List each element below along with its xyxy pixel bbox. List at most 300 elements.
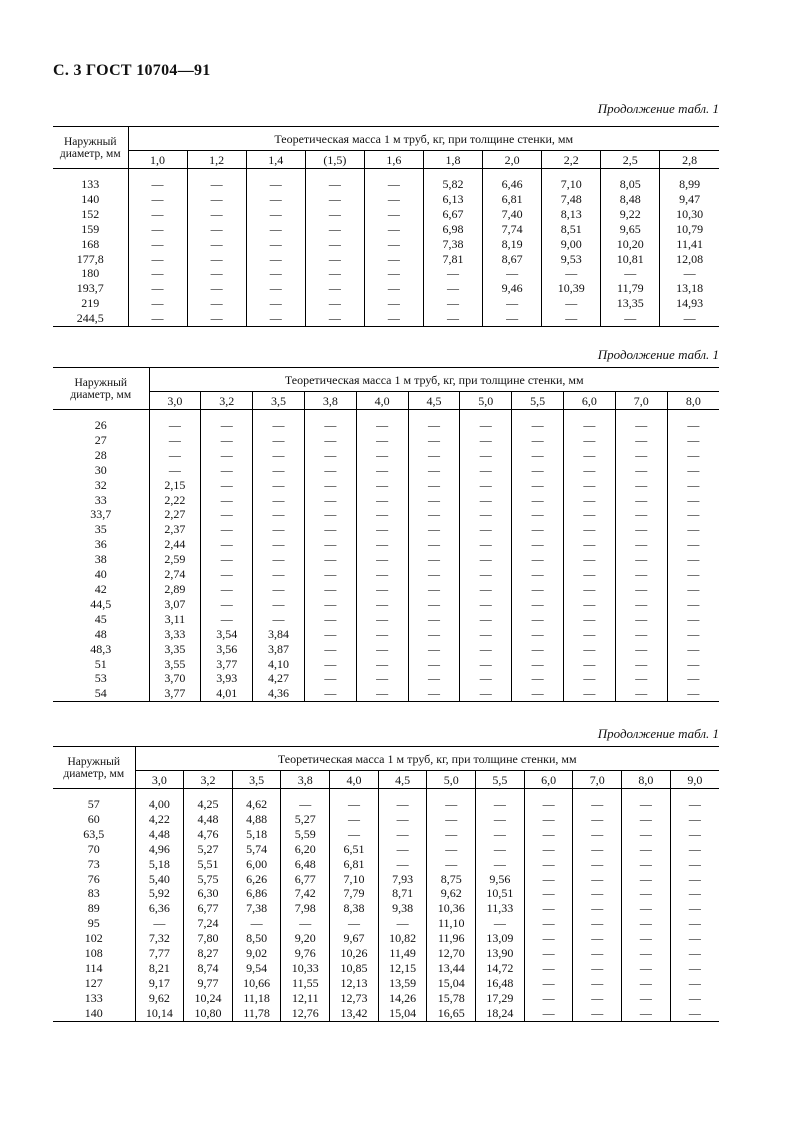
continuation-label-2: Продолжение табл. 1 bbox=[597, 347, 719, 362]
mass-cell: — bbox=[512, 478, 564, 493]
mass-cell: 9,62 bbox=[427, 886, 476, 901]
mass-cell: 9,56 bbox=[476, 872, 525, 887]
mass-cell: 10,80 bbox=[184, 1006, 233, 1021]
mass-cell: 9,02 bbox=[232, 946, 281, 961]
mass-cell: — bbox=[423, 311, 482, 326]
mass-cell: 10,26 bbox=[330, 946, 379, 961]
continuation-label-3: Продолжение табл. 1 bbox=[597, 726, 719, 741]
mass-cell: 5,27 bbox=[281, 812, 330, 827]
mass-cell: — bbox=[128, 266, 187, 281]
mass-cell: 2,22 bbox=[149, 493, 201, 508]
mass-cell: — bbox=[615, 627, 667, 642]
mass-cell: — bbox=[573, 901, 622, 916]
mass-cell: 3,70 bbox=[149, 671, 201, 686]
mass-cell: — bbox=[128, 252, 187, 267]
mass-cell: — bbox=[573, 789, 622, 812]
mass-cell: 11,10 bbox=[427, 916, 476, 931]
mass-cell: 2,59 bbox=[149, 552, 201, 567]
mass-cell: — bbox=[253, 567, 305, 582]
mass-cell: — bbox=[304, 448, 356, 463]
mass-cell: — bbox=[512, 567, 564, 582]
mass-cell: — bbox=[524, 872, 573, 887]
mass-cell: — bbox=[615, 657, 667, 672]
mass-cell: 7,80 bbox=[184, 931, 233, 946]
mass-cell: — bbox=[512, 522, 564, 537]
mass-cell: — bbox=[356, 612, 408, 627]
mass-cell: — bbox=[524, 812, 573, 827]
mass-cell: 3,77 bbox=[201, 657, 253, 672]
diameter-cell: 26 bbox=[53, 410, 149, 433]
mass-cell: — bbox=[378, 916, 427, 931]
mass-cell: — bbox=[667, 671, 719, 686]
diameter-cell: 53 bbox=[53, 671, 149, 686]
mass-cell: 6,46 bbox=[483, 169, 542, 192]
mass-cell: — bbox=[460, 552, 512, 567]
mass-cell: 2,37 bbox=[149, 522, 201, 537]
mass-cell: 6,13 bbox=[423, 192, 482, 207]
mass-cell: — bbox=[356, 582, 408, 597]
mass-cell: — bbox=[253, 597, 305, 612]
mass-cell: 11,78 bbox=[232, 1006, 281, 1021]
mass-cell: — bbox=[305, 266, 364, 281]
mass-cell: 7,42 bbox=[281, 886, 330, 901]
mass-cell: — bbox=[304, 493, 356, 508]
table-row bbox=[53, 931, 719, 946]
table-row bbox=[53, 582, 719, 597]
mass-cell: — bbox=[573, 857, 622, 872]
mass-cell: — bbox=[246, 266, 305, 281]
mass-cell: 8,50 bbox=[232, 931, 281, 946]
mass-cell: 6,30 bbox=[184, 886, 233, 901]
mass-cell: 7,10 bbox=[330, 872, 379, 887]
table-row bbox=[53, 916, 719, 931]
mass-cell: — bbox=[512, 671, 564, 686]
mass-cell: — bbox=[356, 507, 408, 522]
mass-cell: — bbox=[483, 296, 542, 311]
mass-cell: — bbox=[573, 976, 622, 991]
mass-cell: — bbox=[408, 582, 460, 597]
mass-cell: 8,48 bbox=[601, 192, 660, 207]
table-row bbox=[53, 237, 719, 252]
diameter-cell: 168 bbox=[53, 237, 128, 252]
mass-cell: 7,38 bbox=[232, 901, 281, 916]
diameter-cell: 180 bbox=[53, 266, 128, 281]
diameter-cell: 32 bbox=[53, 478, 149, 493]
mass-cell: — bbox=[201, 493, 253, 508]
mass-cell: — bbox=[364, 169, 423, 192]
mass-cell: 18,24 bbox=[476, 1006, 525, 1021]
mass-cell: — bbox=[356, 463, 408, 478]
mass-cell: 4,10 bbox=[253, 657, 305, 672]
mass-cell: — bbox=[246, 207, 305, 222]
mass-cell: 4,27 bbox=[253, 671, 305, 686]
mass-cell: — bbox=[615, 433, 667, 448]
table-row bbox=[53, 597, 719, 612]
thickness-col-header: 5,0 bbox=[460, 392, 512, 410]
mass-cell: — bbox=[660, 311, 719, 326]
mass-cell: — bbox=[615, 478, 667, 493]
mass-cell: 5,18 bbox=[232, 827, 281, 842]
table-row bbox=[53, 478, 719, 493]
mass-cell: — bbox=[622, 916, 671, 931]
mass-cell: 7,77 bbox=[135, 946, 184, 961]
thickness-col-header: 1,0 bbox=[128, 151, 187, 169]
mass-cell: 12,11 bbox=[281, 991, 330, 1006]
mass-cell: 12,70 bbox=[427, 946, 476, 961]
table-row bbox=[53, 522, 719, 537]
diameter-cell: 38 bbox=[53, 552, 149, 567]
mass-cell: — bbox=[512, 493, 564, 508]
mass-cell: 13,18 bbox=[660, 281, 719, 296]
mass-cell: 11,96 bbox=[427, 931, 476, 946]
mass-cell: — bbox=[356, 657, 408, 672]
diameter-cell: 108 bbox=[53, 946, 135, 961]
mass-cell: — bbox=[304, 410, 356, 433]
mass-cell: 2,74 bbox=[149, 567, 201, 582]
mass-cell: — bbox=[622, 901, 671, 916]
mass-cell: — bbox=[660, 266, 719, 281]
mass-cell: 7,79 bbox=[330, 886, 379, 901]
mass-cell: 6,51 bbox=[330, 842, 379, 857]
mass-cell: 11,55 bbox=[281, 976, 330, 991]
table-row bbox=[53, 612, 719, 627]
mass-cell: — bbox=[460, 567, 512, 582]
mass-cell: — bbox=[187, 222, 246, 237]
mass-cell: — bbox=[201, 522, 253, 537]
mass-cell: 11,41 bbox=[660, 237, 719, 252]
thickness-col-header: 5,5 bbox=[512, 392, 564, 410]
mass-cell: 11,49 bbox=[378, 946, 427, 961]
mass-cell: — bbox=[460, 463, 512, 478]
mass-cell: — bbox=[573, 1006, 622, 1021]
diameter-cell: 140 bbox=[53, 1006, 135, 1021]
mass-cell: — bbox=[246, 192, 305, 207]
mass-cell: 7,32 bbox=[135, 931, 184, 946]
mass-cell: — bbox=[564, 537, 616, 552]
mass-cell: — bbox=[135, 916, 184, 931]
mass-cell: 8,38 bbox=[330, 901, 379, 916]
diameter-cell: 63,5 bbox=[53, 827, 135, 842]
mass-cell: — bbox=[615, 582, 667, 597]
mass-cell: — bbox=[408, 657, 460, 672]
mass-cell: — bbox=[378, 857, 427, 872]
table-row bbox=[53, 901, 719, 916]
mass-cell: 6,81 bbox=[330, 857, 379, 872]
mass-cell: 13,90 bbox=[476, 946, 525, 961]
mass-cell: 8,74 bbox=[184, 961, 233, 976]
mass-cell: — bbox=[364, 207, 423, 222]
mass-cell: — bbox=[253, 478, 305, 493]
mass-cell: — bbox=[149, 433, 201, 448]
mass-cell: 8,05 bbox=[601, 169, 660, 192]
mass-cell: — bbox=[667, 597, 719, 612]
mass-cell: — bbox=[427, 842, 476, 857]
mass-cell: — bbox=[201, 582, 253, 597]
mass-cell: — bbox=[460, 597, 512, 612]
mass-cell: — bbox=[512, 507, 564, 522]
thickness-col-header: 3,0 bbox=[149, 392, 201, 410]
mass-cell: 7,24 bbox=[184, 916, 233, 931]
mass-cell: — bbox=[670, 901, 719, 916]
diameter-cell: 36 bbox=[53, 537, 149, 552]
mass-cell: — bbox=[408, 537, 460, 552]
mass-cell: 9,17 bbox=[135, 976, 184, 991]
mass-cell: — bbox=[670, 857, 719, 872]
thickness-col-header: 3,0 bbox=[135, 771, 184, 789]
table-row bbox=[53, 686, 719, 701]
table-row bbox=[53, 857, 719, 872]
mass-cell: — bbox=[304, 627, 356, 642]
mass-cell: — bbox=[460, 448, 512, 463]
mass-cell: — bbox=[427, 812, 476, 827]
mass-cell: 9,54 bbox=[232, 961, 281, 976]
mass-cell: — bbox=[149, 448, 201, 463]
mass-cell: — bbox=[305, 237, 364, 252]
mass-cell: 5,51 bbox=[184, 857, 233, 872]
diameter-cell: 54 bbox=[53, 686, 149, 701]
table-row bbox=[53, 448, 719, 463]
diameter-cell: 219 bbox=[53, 296, 128, 311]
mass-cell: — bbox=[149, 410, 201, 433]
mass-cell: 6,36 bbox=[135, 901, 184, 916]
mass-cell: — bbox=[356, 433, 408, 448]
mass-cell: 12,76 bbox=[281, 1006, 330, 1021]
diameter-cell: 133 bbox=[53, 169, 128, 192]
mass-cell: — bbox=[564, 448, 616, 463]
mass-cell: — bbox=[305, 207, 364, 222]
thickness-group-header: Теоретическая масса 1 м труб, кг, при толщине стенки, мм bbox=[135, 747, 719, 771]
mass-cell: — bbox=[460, 686, 512, 701]
diameter-header: Наружный диаметр, мм bbox=[53, 127, 128, 169]
mass-cell: — bbox=[128, 237, 187, 252]
mass-cell: — bbox=[378, 842, 427, 857]
mass-cell: — bbox=[622, 872, 671, 887]
mass-cell: — bbox=[128, 169, 187, 192]
mass-cell: 4,48 bbox=[135, 827, 184, 842]
mass-cell: — bbox=[187, 252, 246, 267]
mass-cell: — bbox=[564, 410, 616, 433]
mass-cell: — bbox=[305, 169, 364, 192]
mass-cell: — bbox=[304, 567, 356, 582]
mass-cell: — bbox=[615, 537, 667, 552]
table-row bbox=[53, 961, 719, 976]
mass-cell: 3,93 bbox=[201, 671, 253, 686]
mass-cell: — bbox=[253, 448, 305, 463]
mass-cell: — bbox=[305, 311, 364, 326]
diameter-cell: 30 bbox=[53, 463, 149, 478]
mass-cell: — bbox=[364, 281, 423, 296]
mass-cell: — bbox=[524, 1006, 573, 1021]
mass-cell: — bbox=[564, 522, 616, 537]
mass-cell: 3,56 bbox=[201, 642, 253, 657]
mass-cell: — bbox=[201, 537, 253, 552]
mass-cell: — bbox=[667, 478, 719, 493]
mass-cell: — bbox=[201, 433, 253, 448]
mass-cell: — bbox=[408, 642, 460, 657]
mass-cell: — bbox=[356, 671, 408, 686]
mass-cell: — bbox=[670, 946, 719, 961]
diameter-cell: 159 bbox=[53, 222, 128, 237]
diameter-cell: 193,7 bbox=[53, 281, 128, 296]
mass-cell: 7,98 bbox=[281, 901, 330, 916]
mass-cell: — bbox=[564, 552, 616, 567]
mass-cell: 8,21 bbox=[135, 961, 184, 976]
mass-cell: — bbox=[667, 657, 719, 672]
mass-cell: 3,11 bbox=[149, 612, 201, 627]
mass-table-1 bbox=[53, 126, 719, 327]
diameter-cell: 95 bbox=[53, 916, 135, 931]
mass-cell: — bbox=[512, 582, 564, 597]
diameter-cell: 48 bbox=[53, 627, 149, 642]
table-row bbox=[53, 886, 719, 901]
mass-cell: — bbox=[615, 448, 667, 463]
mass-cell: 12,08 bbox=[660, 252, 719, 267]
mass-cell: 8,67 bbox=[483, 252, 542, 267]
mass-cell: — bbox=[573, 812, 622, 827]
mass-cell: — bbox=[408, 612, 460, 627]
mass-cell: — bbox=[281, 789, 330, 812]
mass-cell: 5,82 bbox=[423, 169, 482, 192]
mass-cell: — bbox=[670, 827, 719, 842]
mass-cell: — bbox=[128, 311, 187, 326]
mass-cell: — bbox=[667, 463, 719, 478]
mass-cell: — bbox=[408, 493, 460, 508]
mass-cell: — bbox=[427, 789, 476, 812]
thickness-col-header: 3,2 bbox=[201, 392, 253, 410]
table-row bbox=[53, 827, 719, 842]
table-row bbox=[53, 627, 719, 642]
mass-cell: 5,27 bbox=[184, 842, 233, 857]
mass-cell: — bbox=[423, 296, 482, 311]
mass-cell: — bbox=[512, 552, 564, 567]
mass-cell: — bbox=[670, 842, 719, 857]
mass-cell: — bbox=[667, 552, 719, 567]
mass-cell: — bbox=[615, 552, 667, 567]
mass-cell: 9,22 bbox=[601, 207, 660, 222]
diameter-cell: 102 bbox=[53, 931, 135, 946]
mass-cell: — bbox=[524, 827, 573, 842]
mass-cell: 3,54 bbox=[201, 627, 253, 642]
table-row bbox=[53, 252, 719, 267]
mass-cell: 3,77 bbox=[149, 686, 201, 701]
diameter-cell: 28 bbox=[53, 448, 149, 463]
mass-cell: — bbox=[524, 991, 573, 1006]
thickness-col-header: 2,0 bbox=[483, 151, 542, 169]
diameter-cell: 27 bbox=[53, 433, 149, 448]
thickness-col-header: 3,2 bbox=[184, 771, 233, 789]
mass-cell: — bbox=[667, 686, 719, 701]
mass-cell: — bbox=[670, 789, 719, 812]
thickness-col-header: 6,0 bbox=[524, 771, 573, 789]
mass-cell: — bbox=[364, 237, 423, 252]
mass-cell: — bbox=[128, 207, 187, 222]
mass-table-2 bbox=[53, 367, 719, 702]
table-row bbox=[53, 976, 719, 991]
mass-cell: 9,77 bbox=[184, 976, 233, 991]
mass-cell: — bbox=[356, 597, 408, 612]
mass-cell: — bbox=[615, 642, 667, 657]
mass-cell: — bbox=[253, 507, 305, 522]
mass-cell: — bbox=[364, 266, 423, 281]
diameter-cell: 114 bbox=[53, 961, 135, 976]
mass-cell: — bbox=[564, 493, 616, 508]
mass-cell: — bbox=[364, 311, 423, 326]
table-row bbox=[53, 552, 719, 567]
mass-cell: 4,22 bbox=[135, 812, 184, 827]
mass-cell: 8,13 bbox=[542, 207, 601, 222]
mass-cell: — bbox=[512, 537, 564, 552]
mass-cell: — bbox=[564, 463, 616, 478]
mass-cell: — bbox=[542, 311, 601, 326]
mass-cell: 11,18 bbox=[232, 991, 281, 1006]
mass-cell: 7,40 bbox=[483, 207, 542, 222]
mass-cell: — bbox=[670, 812, 719, 827]
mass-cell: 10,66 bbox=[232, 976, 281, 991]
mass-cell: — bbox=[128, 222, 187, 237]
mass-cell: — bbox=[564, 671, 616, 686]
mass-cell: 8,99 bbox=[660, 169, 719, 192]
mass-cell: — bbox=[622, 789, 671, 812]
mass-cell: 7,48 bbox=[542, 192, 601, 207]
diameter-cell: 40 bbox=[53, 567, 149, 582]
mass-cell: — bbox=[622, 886, 671, 901]
mass-cell: — bbox=[378, 789, 427, 812]
mass-cell: 10,82 bbox=[378, 931, 427, 946]
mass-cell: — bbox=[667, 537, 719, 552]
mass-cell: 10,81 bbox=[601, 252, 660, 267]
mass-cell: — bbox=[670, 991, 719, 1006]
mass-cell: — bbox=[460, 657, 512, 672]
mass-cell: 9,65 bbox=[601, 222, 660, 237]
mass-cell: — bbox=[304, 433, 356, 448]
mass-cell: — bbox=[564, 478, 616, 493]
mass-cell: — bbox=[246, 281, 305, 296]
table-row bbox=[53, 789, 719, 812]
diameter-cell: 44,5 bbox=[53, 597, 149, 612]
mass-cell: — bbox=[460, 433, 512, 448]
mass-cell: — bbox=[356, 686, 408, 701]
mass-cell: — bbox=[524, 789, 573, 812]
mass-cell: — bbox=[622, 961, 671, 976]
mass-cell: — bbox=[476, 842, 525, 857]
thickness-col-header: 8,0 bbox=[667, 392, 719, 410]
mass-cell: — bbox=[512, 612, 564, 627]
mass-cell: — bbox=[670, 976, 719, 991]
mass-cell: — bbox=[246, 237, 305, 252]
mass-cell: — bbox=[573, 946, 622, 961]
mass-cell: — bbox=[305, 192, 364, 207]
mass-cell: — bbox=[524, 886, 573, 901]
mass-cell: 6,86 bbox=[232, 886, 281, 901]
table-row bbox=[53, 842, 719, 857]
table-row bbox=[53, 537, 719, 552]
mass-cell: — bbox=[201, 463, 253, 478]
thickness-col-header: 1,6 bbox=[364, 151, 423, 169]
mass-cell: — bbox=[460, 537, 512, 552]
diameter-cell: 76 bbox=[53, 872, 135, 887]
mass-cell: — bbox=[246, 169, 305, 192]
diameter-cell: 89 bbox=[53, 901, 135, 916]
mass-cell: — bbox=[187, 207, 246, 222]
table-row bbox=[53, 296, 719, 311]
mass-cell: — bbox=[427, 827, 476, 842]
mass-cell: — bbox=[460, 493, 512, 508]
mass-cell: — bbox=[460, 582, 512, 597]
mass-cell: 10,24 bbox=[184, 991, 233, 1006]
mass-cell: 6,26 bbox=[232, 872, 281, 887]
mass-cell: — bbox=[667, 433, 719, 448]
mass-cell: — bbox=[408, 433, 460, 448]
